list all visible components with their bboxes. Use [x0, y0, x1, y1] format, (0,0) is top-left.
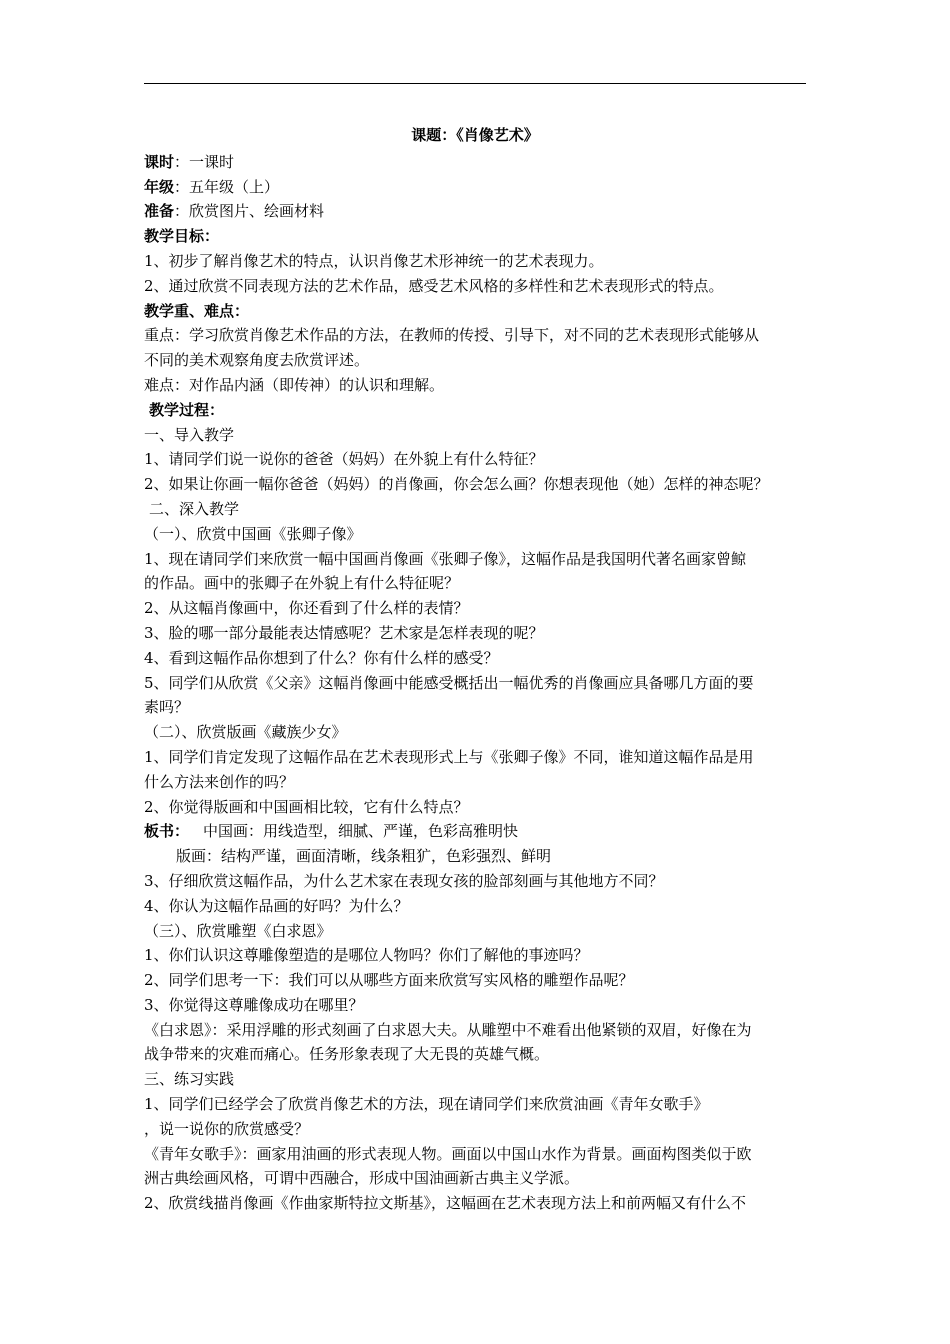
info-period: 课时：一课时 [144, 152, 235, 171]
header-rule [144, 83, 806, 84]
lesson-title: 课题：《肖像艺术》 [411, 126, 539, 144]
key-point-line: 难点：对作品内涵（即传神）的认识和理解。 [144, 375, 445, 394]
info-preparation: 准备：欣赏图片、绘画材料 [144, 202, 325, 221]
question-line: 1、同学们肯定发现了这幅作品在艺术表现形式上与《张卿子像》不同，谁知道这幅作品是用 [144, 747, 754, 766]
question-line: ，说一说你的欣赏感受？ [144, 1119, 310, 1138]
key-point-line: 重点：学习欣赏肖像艺术作品的方法，在教师的传授、引导下，对不同的艺术表现形式能够从 [144, 326, 760, 345]
info-grade: 年级：五年级（上） [144, 177, 280, 196]
board-notes-line: 板书： 中国画：用线造型，细腻、严谨，色彩高雅明快 [144, 822, 519, 841]
subsection-heading: （二）、欣赏版画《藏族少女》 [144, 723, 347, 742]
board-notes-line: 版画：结构严谨，画面清晰，线条粗犷，色彩强烈、鲜明 [176, 847, 552, 866]
question-line: 2、同学们思考一下：我们可以从哪些方面来欣赏写实风格的雕塑作品呢？ [144, 971, 634, 990]
key-point-line: 不同的美术观察角度去欣赏评述。 [144, 351, 370, 370]
description-line: 《白求恩》：采用浮雕的形式刻画了白求恩大夫。从雕塑中不难看出他紧锁的双眉，好像在为 [144, 1020, 752, 1039]
goals-heading: 教学目标： [144, 227, 220, 246]
description-line: 战争带来的灾难而痛心。任务形象表现了大无畏的英雄气概。 [144, 1045, 550, 1064]
question-line: 3、仔细欣赏这幅作品，为什么艺术家在表现女孩的脸部刻画与其他地方不同？ [144, 871, 664, 890]
question-line: 的作品。画中的张卿子在外貌上有什么特征呢？ [144, 574, 460, 593]
question-line: 1、请同学们说一说你的爸爸（妈妈）在外貌上有什么特征？ [144, 450, 544, 469]
question-line: 什么方法来创作的吗？ [144, 772, 295, 791]
question-line: 2、如果让你画一幅你爸爸（妈妈）的肖像画，你会怎么画？你想表现他（她）怎样的神态呢？ [144, 475, 769, 494]
section-heading: 二、深入教学 [149, 499, 240, 518]
question-line: 4、你认为这幅作品画的好吗？为什么？ [144, 896, 409, 915]
question-line: 1、现在请同学们来欣赏一幅中国画肖像画《张卿子像》，这幅作品是我国明代著名画家曾鲸 [144, 549, 747, 568]
question-line: 1、同学们已经学会了欣赏肖像艺术的方法，现在请同学们来欣赏油画《青年女歌手》 [144, 1095, 709, 1114]
question-line: 2、你觉得版画和中国画相比较，它有什么特点？ [144, 797, 469, 816]
question-line: 素吗？ [144, 698, 190, 717]
subsection-heading: （三）、欣赏雕塑《白求恩》 [144, 921, 332, 940]
section-heading: 三、练习实践 [144, 1070, 235, 1089]
question-line: 1、你们认识这尊雕像塑造的是哪位人物吗？你们了解他的事迹吗？ [144, 946, 589, 965]
question-line: 3、脸的哪一部分最能表达情感呢？艺术家是怎样表现的呢？ [144, 623, 544, 642]
description-line: 《青年女歌手》：画家用油画的形式表现人物。画面以中国山水作为背景。画面构图类似于欧 [144, 1144, 752, 1163]
description-line: 洲古典绘画风格，可谓中西融合，形成中国油画新古典主义学派。 [144, 1169, 580, 1188]
section-heading: 一、导入教学 [144, 425, 235, 444]
document-body [144, 123, 806, 1216]
question-line: 2、欣赏线描肖像画《作曲家斯特拉文斯基》，这幅画在艺术表现方法上和前两幅又有什么不 [144, 1194, 747, 1213]
goal-line: 2、通过欣赏不同表现方法的艺术作品，感受艺术风格的多样性和艺术表现形式的特点。 [144, 276, 724, 295]
question-line: 4、看到这幅作品你想到了什么？你有什么样的感受？ [144, 648, 499, 667]
goal-line: 1、初步了解肖像艺术的特点，认识肖像艺术形神统一的艺术表现力。 [144, 251, 604, 270]
process-heading: 教学过程： [149, 400, 225, 419]
board-notes-label: 板书： [144, 822, 190, 841]
question-line: 2、从这幅肖像画中，你还看到了什么样的表情？ [144, 599, 469, 618]
question-line: 5、同学们从欣赏《父亲》这幅肖像画中能感受概括出一幅优秀的肖像画应具备哪几方面的要 [144, 673, 754, 692]
question-line: 3、你觉得这尊雕像成功在哪里？ [144, 995, 364, 1014]
key-points-heading: 教学重、难点： [144, 301, 250, 320]
subsection-heading: （一）、欣赏中国画《张卿子像》 [144, 524, 362, 543]
